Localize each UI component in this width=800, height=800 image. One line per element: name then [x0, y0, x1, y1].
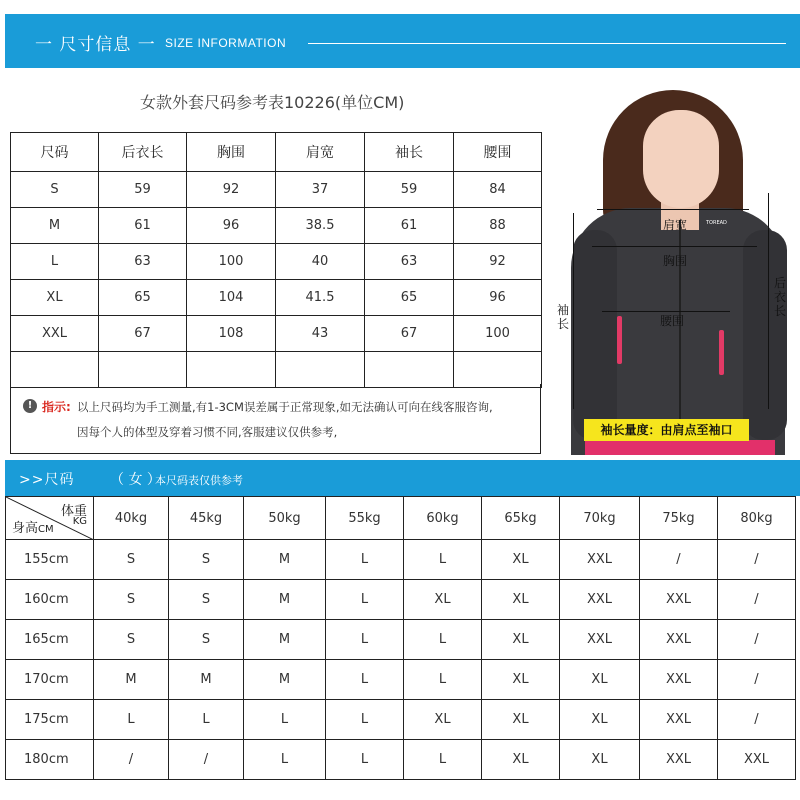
size-chart-cell: 61: [365, 208, 454, 244]
fit-size-cell: L: [326, 620, 404, 660]
fit-size-cell: L: [326, 740, 404, 780]
size-chart-cell: 63: [365, 244, 454, 280]
fit-size-cell: /: [718, 620, 796, 660]
info-icon: !: [23, 399, 37, 413]
size-chart-cell: [11, 352, 99, 388]
height-cell: 180cm: [6, 740, 94, 780]
height-cell: 155cm: [6, 540, 94, 580]
measurement-note: [10, 384, 541, 454]
weight-header-cell: 40kg: [94, 497, 169, 540]
sleeve-length-label: 袖长: [556, 303, 569, 331]
fit-size-cell: L: [404, 620, 482, 660]
height-cell: 160cm: [6, 580, 94, 620]
size-chart-header-cell: 肩宽: [276, 133, 365, 172]
back-length-line: [768, 193, 769, 409]
model-face: [643, 110, 719, 208]
fit-size-cell: L: [326, 660, 404, 700]
size-chart-cell: 38.5: [276, 208, 365, 244]
size-chart-row: [11, 280, 542, 316]
fit-table-row: [6, 660, 796, 700]
fit-size-cell: M: [169, 660, 244, 700]
fit-size-cell: XXL: [640, 700, 718, 740]
fit-size-cell: S: [94, 620, 169, 660]
fit-size-cell: L: [244, 700, 326, 740]
waist-label: 腰围: [660, 314, 685, 328]
fit-table-row: [6, 620, 796, 660]
fit-size-cell: /: [718, 660, 796, 700]
size-chart-cell: M: [11, 208, 99, 244]
size-chart-cell: 92: [187, 172, 276, 208]
size-chart-cell: 59: [99, 172, 187, 208]
fit-size-cell: M: [244, 620, 326, 660]
size-chart-cell: 65: [99, 280, 187, 316]
fit-table-corner: [6, 497, 94, 540]
fit-size-cell: L: [326, 540, 404, 580]
size-guide-prefix: >>尺码: [19, 472, 75, 488]
weight-label: 体重: [60, 504, 87, 519]
size-guide-banner: [5, 460, 800, 496]
fit-size-cell: XL: [482, 740, 560, 780]
weight-header-cell: 70kg: [560, 497, 640, 540]
fit-size-cell: L: [94, 700, 169, 740]
size-chart-cell: [187, 352, 276, 388]
fit-size-cell: XXL: [640, 660, 718, 700]
fit-size-cell: XL: [560, 740, 640, 780]
fit-size-cell: XL: [482, 540, 560, 580]
fit-size-cell: L: [169, 700, 244, 740]
fit-table: [5, 496, 796, 780]
weight-header-cell: 65kg: [482, 497, 560, 540]
size-chart-cell: 108: [187, 316, 276, 352]
size-chart-header: [11, 133, 542, 172]
fit-size-cell: XL: [482, 580, 560, 620]
fit-size-cell: /: [718, 540, 796, 580]
weight-header-cell: 50kg: [244, 497, 326, 540]
size-chart-cell: 84: [454, 172, 542, 208]
size-chart-header-cell: 腰围: [454, 133, 542, 172]
fit-size-cell: /: [94, 740, 169, 780]
fit-size-cell: /: [718, 580, 796, 620]
fit-size-cell: XXL: [560, 620, 640, 660]
size-chart-cell: 104: [187, 280, 276, 316]
fit-size-cell: L: [326, 580, 404, 620]
note-line-2: 因每个人的体型及穿着习惯不同,客服建议仅供参考,: [77, 425, 338, 439]
fit-size-cell: XL: [404, 580, 482, 620]
size-chart-cell: S: [11, 172, 99, 208]
fit-size-cell: L: [404, 660, 482, 700]
fit-size-cell: M: [94, 660, 169, 700]
size-chart-header-cell: 尺码: [11, 133, 99, 172]
size-info-banner: [5, 14, 800, 68]
chest-label: 胸围: [663, 254, 688, 268]
fit-size-cell: XL: [560, 660, 640, 700]
size-chart-cell: 61: [99, 208, 187, 244]
fit-size-cell: L: [404, 540, 482, 580]
weight-header-cell: 45kg: [169, 497, 244, 540]
size-chart-header-cell: 胸围: [187, 133, 276, 172]
fit-size-cell: S: [169, 620, 244, 660]
fit-size-cell: L: [404, 740, 482, 780]
size-chart-row: [11, 172, 542, 208]
fit-size-cell: /: [718, 700, 796, 740]
fit-size-cell: XXL: [640, 620, 718, 660]
height-unit: CM: [38, 524, 54, 535]
size-guide-note: 本尺码表仅供参考: [155, 474, 243, 487]
banner-rule: [308, 43, 786, 44]
size-chart-cell: 96: [454, 280, 542, 316]
fit-size-cell: XL: [404, 700, 482, 740]
size-chart-cell: 67: [365, 316, 454, 352]
size-chart-cell: 59: [365, 172, 454, 208]
fit-size-cell: S: [169, 580, 244, 620]
size-chart-cell: 37: [276, 172, 365, 208]
fit-size-cell: XL: [482, 700, 560, 740]
fit-size-cell: XL: [560, 700, 640, 740]
size-chart-header-cell: 后衣长: [99, 133, 187, 172]
fit-size-cell: XXL: [640, 740, 718, 780]
size-chart-cell: 65: [365, 280, 454, 316]
size-chart-cell: 100: [187, 244, 276, 280]
fit-table-row: [6, 740, 796, 780]
size-chart-cell: 88: [454, 208, 542, 244]
size-chart-cell: XL: [11, 280, 99, 316]
note-line-1: 以上尺码均为手工测量,有1-3CM误差属于正常现象,如无法确认可向在线客服咨询,: [77, 400, 493, 414]
size-chart-cell: 96: [187, 208, 276, 244]
size-chart-cell: L: [11, 244, 99, 280]
fit-size-cell: XXL: [640, 580, 718, 620]
size-chart-cell: [365, 352, 454, 388]
size-chart-cell: [99, 352, 187, 388]
fit-size-cell: S: [169, 540, 244, 580]
note-label: 指示:: [42, 400, 71, 414]
size-chart-header-cell: 袖长: [365, 133, 454, 172]
size-chart-title: 女款外套尺码参考表10226(单位CM): [140, 93, 405, 112]
fit-size-cell: L: [326, 700, 404, 740]
size-chart-row: [11, 352, 542, 388]
shoulder-line: [597, 209, 749, 210]
back-length-label: 后衣长: [773, 276, 786, 318]
size-guide-gender: （ 女 ）: [110, 472, 161, 488]
size-chart-cell: 100: [454, 316, 542, 352]
height-label: 身高: [12, 521, 39, 536]
fit-size-cell: M: [244, 580, 326, 620]
chest-line: [592, 246, 757, 247]
fit-size-cell: /: [169, 740, 244, 780]
banner-title-en: SIZE INFORMATION: [165, 36, 287, 50]
fit-table-row: [6, 580, 796, 620]
size-chart-cell: 41.5: [276, 280, 365, 316]
brand-logo: TOREAD: [706, 220, 727, 226]
weight-unit: KG: [72, 516, 87, 527]
fit-size-cell: L: [244, 740, 326, 780]
size-chart-row: [11, 244, 542, 280]
height-cell: 170cm: [6, 660, 94, 700]
size-chart-cell: 67: [99, 316, 187, 352]
fit-table-row: [6, 540, 796, 580]
fit-table-row: [6, 700, 796, 740]
size-chart-cell: [276, 352, 365, 388]
weight-header-cell: 75kg: [640, 497, 718, 540]
size-chart-cell: XXL: [11, 316, 99, 352]
size-chart-cell: 63: [99, 244, 187, 280]
size-chart-row: [11, 316, 542, 352]
fit-size-cell: S: [94, 540, 169, 580]
weight-header-cell: 80kg: [718, 497, 796, 540]
fit-size-cell: XXL: [718, 740, 796, 780]
fit-size-cell: XXL: [560, 540, 640, 580]
fit-size-cell: M: [244, 660, 326, 700]
sleeve-length-line: [573, 213, 574, 409]
fit-size-cell: XXL: [560, 580, 640, 620]
sleeve-measure-note: 袖长量度：由肩点至袖口: [584, 419, 749, 441]
fit-size-cell: XL: [482, 620, 560, 660]
fit-size-cell: S: [94, 580, 169, 620]
weight-header-cell: 60kg: [404, 497, 482, 540]
size-chart-row: [11, 208, 542, 244]
size-chart-table: [10, 132, 542, 388]
fit-size-cell: M: [244, 540, 326, 580]
size-chart-cell: [454, 352, 542, 388]
size-chart-cell: 43: [276, 316, 365, 352]
height-cell: 165cm: [6, 620, 94, 660]
fit-size-cell: /: [640, 540, 718, 580]
size-chart-cell: 92: [454, 244, 542, 280]
size-chart-cell: 40: [276, 244, 365, 280]
weight-header-cell: 55kg: [326, 497, 404, 540]
banner-title-cn: 一 尺寸信息 一: [35, 35, 156, 55]
fit-size-cell: XL: [482, 660, 560, 700]
height-cell: 175cm: [6, 700, 94, 740]
shoulder-label: 肩宽: [663, 218, 688, 232]
